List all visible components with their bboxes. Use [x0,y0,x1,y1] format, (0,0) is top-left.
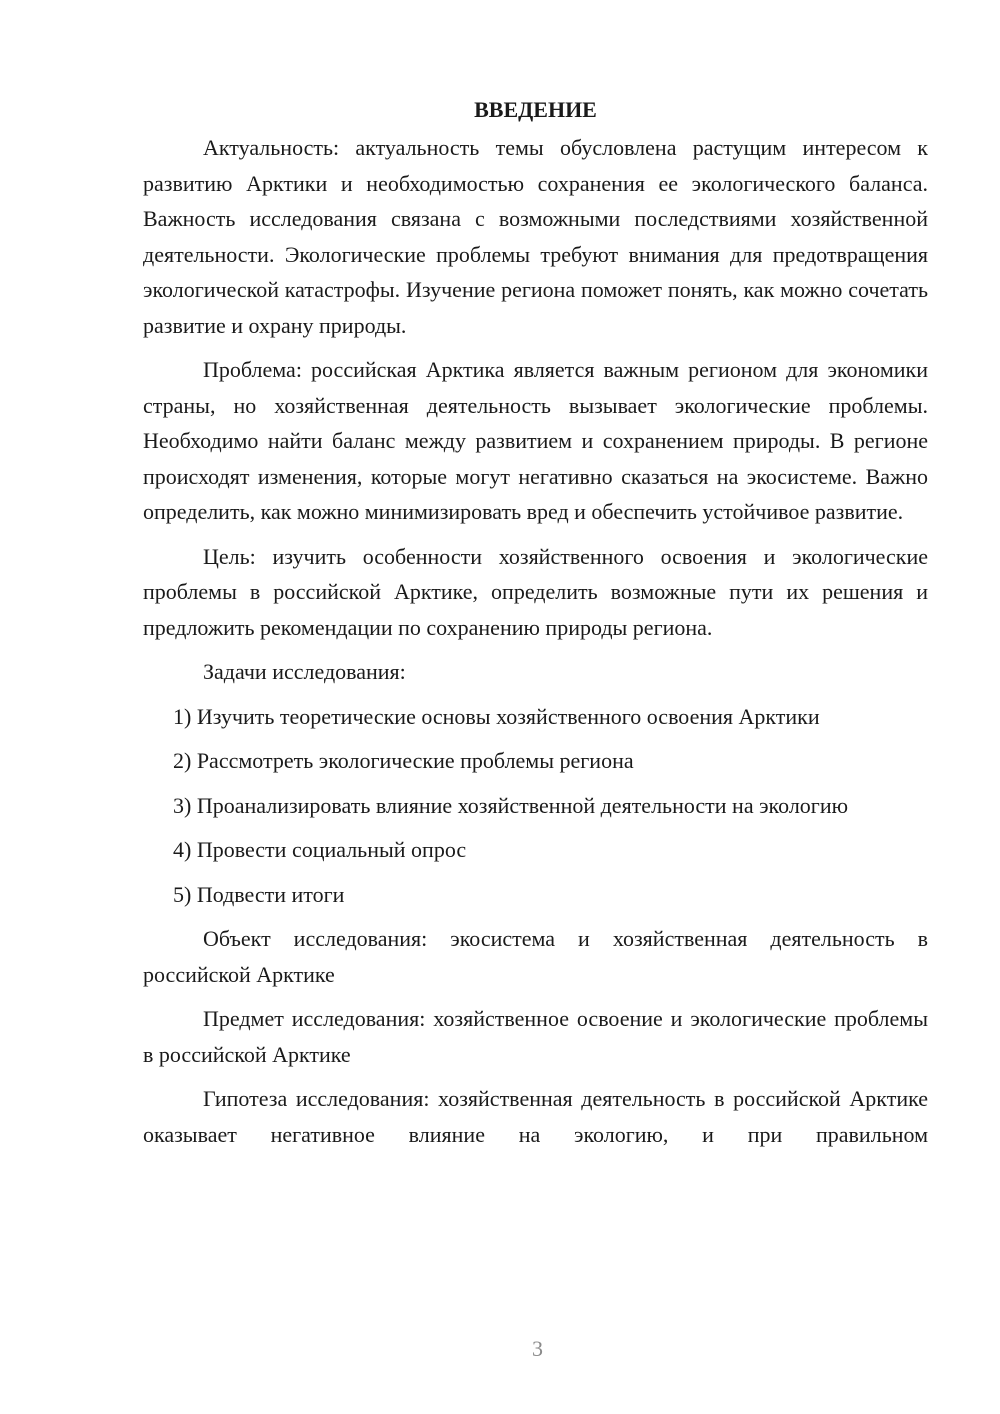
object-paragraph: Объект исследования: экосистема и хозяйственная деятельность в российской Арктике [143,926,928,987]
goal-paragraph: Цель: изучить особенности хозяйственного освоения и экологические проблемы в российской Арктике, определить возможные пути их решения и предложить рекомендации по сохранению природы региона. [143,543,928,640]
task-item-4: 4) Провести социальный опрос [173,837,467,862]
hypothesis-paragraph: Гипотеза исследования: хозяйственная деятельность в российской Арктике оказывает негативное влияние на экологию, и при правильном [143,1086,928,1147]
page-content [143,92,928,1152]
problem-paragraph: Проблема: российская Арктика является важным регионом для экономики страны, но хозяйственная деятельность вызывает экологические проблемы. Необходимо найти баланс между развитием и сохранением природы. В регионе происходят изменения, которые могут негативно сказаться на экосистеме. Важно определить, как можно минимизировать вред и обеспечить устойчивое развитие. [143,357,928,524]
subject-paragraph: Предмет исследования: хозяйственное освоение и экологические проблемы в российской Арктике [143,1006,928,1067]
task-item-5: 5) Подвести итоги [173,881,345,907]
tasks-title: Задачи исследования: [203,659,406,684]
task-item-1: 1) Изучить теоретические основы хозяйственного освоения Арктики [173,703,820,729]
page-number: 3 [532,1336,543,1361]
section-heading: ВВЕДЕНИЕ [474,97,597,122]
relevance-paragraph: Актуальность: актуальность темы обусловлена растущим интересом к развитию Арктики и необходимостью сохранения ее экологического баланса. Важность исследования связана с возможными последствиями хозяйственной деятельности. Экологические проблемы требуют внимания для предотвращения экологической катастрофы. Изучение региона поможет понять, как можно сочетать развитие и охрану природы. [143,135,928,338]
task-item-2: 2) Рассмотреть экологические проблемы региона [173,748,634,773]
task-item-3: 3) Проанализировать влияние хозяйственной деятельности на экологию [173,792,849,818]
